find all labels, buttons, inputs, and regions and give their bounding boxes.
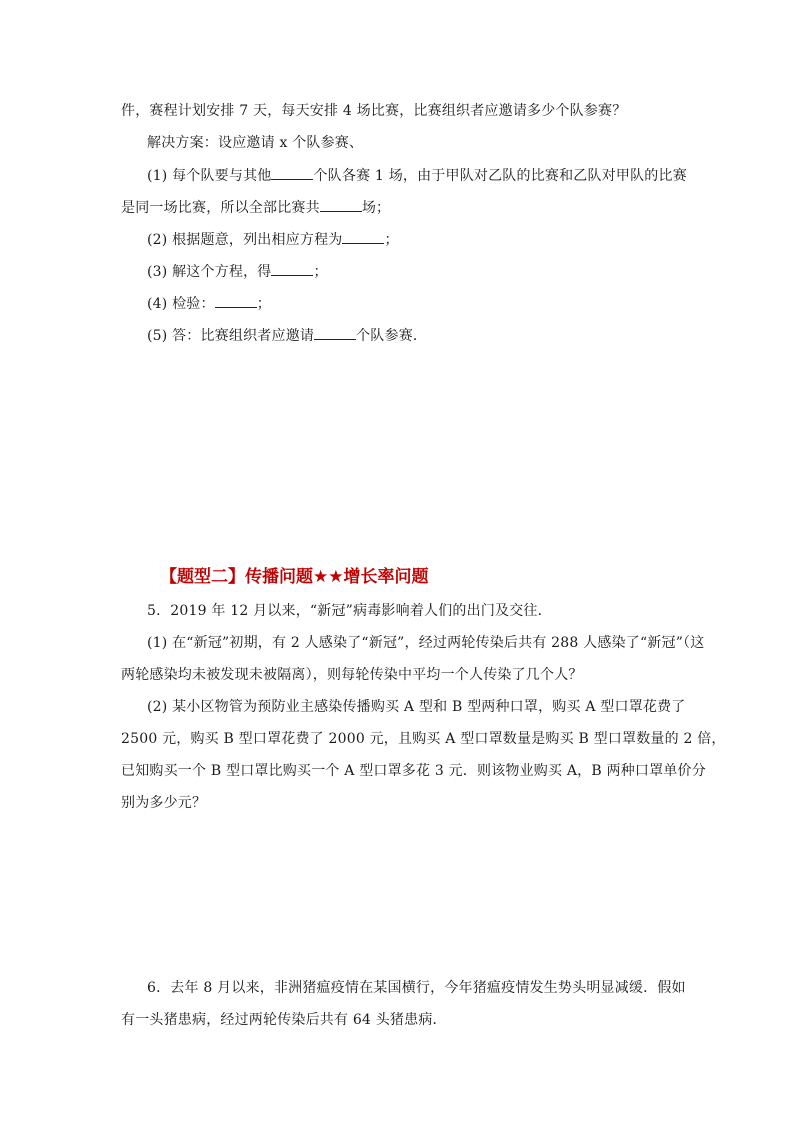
step-2-end: ； [384, 232, 399, 248]
step-1-text-before: (1) 每个队要与其他 [147, 168, 272, 184]
step-1-line-2 [121, 197, 390, 218]
step-4-line [147, 293, 271, 314]
step-3-end: ； [313, 264, 328, 280]
question-5-part-2: (2) 某小区物管为预防业主感染传播购买 A 型和 B 型两种口罩，购买 A 型口罩花费了 [147, 699, 686, 715]
step-1-text-after: 个队各赛 1 场，由于甲队对乙队的比赛和乙队对甲队的比赛 [313, 168, 687, 184]
step-1-continuation-end: 场； [361, 200, 391, 216]
step-2-line [147, 229, 399, 250]
step-5-end: 个队参赛． [356, 328, 428, 344]
answer-blank [320, 197, 362, 212]
step-2-text: (2) 根据题意，列出相应方程为 [147, 232, 343, 248]
step-5-text: (5) 答：比赛组织者应邀请 [147, 328, 315, 344]
problem-text-line: 件，赛程计划安排 7 天，每天安排 4 场比赛，比赛组织者应邀请多少个队参赛？ [121, 103, 627, 119]
question-6-stem: 6．去年 8 月以来，非洲猪瘟疫情在某国横行，今年猪瘟疫情发生势头明显减缓．假如 [147, 980, 686, 996]
answer-blank [271, 261, 313, 276]
question-5-part-2-cont-3: 别为多少元？ [121, 795, 207, 811]
answer-blank [314, 325, 356, 340]
step-4-text: (4) 检验： [147, 296, 215, 312]
question-5-part-2-cont-2: 已知购买一个 B 型口罩比购买一个 A 型口罩多花 3 元．则该物业购买 A，B 两种口罩单价分 [121, 763, 706, 779]
question-5-part-1: (1) 在“新冠”初期，有 2 人感染了“新冠”，经过两轮传染后共有 288 人感染了“新冠”（这 [147, 635, 705, 651]
step-3-text: (3) 解这个方程，得 [147, 264, 272, 280]
step-5-line [147, 325, 427, 346]
solution-intro: 解决方案：设应邀请 x 个队参赛、 [147, 135, 364, 151]
answer-blank [271, 165, 313, 180]
step-4-end: ； [256, 296, 271, 312]
step-1-continuation: 是同一场比赛，所以全部比赛共 [121, 200, 320, 216]
step-3-line [147, 261, 328, 282]
question-6-stem-cont: 有一头猪患病，经过两轮传染后共有 64 头猪患病． [121, 1012, 447, 1028]
question-5-part-1-cont: 两轮感染均未被发现未被隔离），则每轮传染中平均一个人传染了几个人？ [121, 667, 583, 683]
question-5-stem: 5．2019 年 12 月以来，“新冠”病毒影响着人们的出门及交往． [147, 603, 552, 619]
answer-blank [215, 293, 257, 308]
section-heading: 【题型二】传播问题★★增长率问题 [160, 567, 429, 587]
step-1-line [147, 165, 687, 186]
answer-blank [342, 229, 384, 244]
question-5-part-2-cont-1: 2500 元，购买 B 型口罩花费了 2000 元，且购买 A 型口罩数量是购买 B 型口罩数量的 2 倍， [121, 731, 726, 747]
